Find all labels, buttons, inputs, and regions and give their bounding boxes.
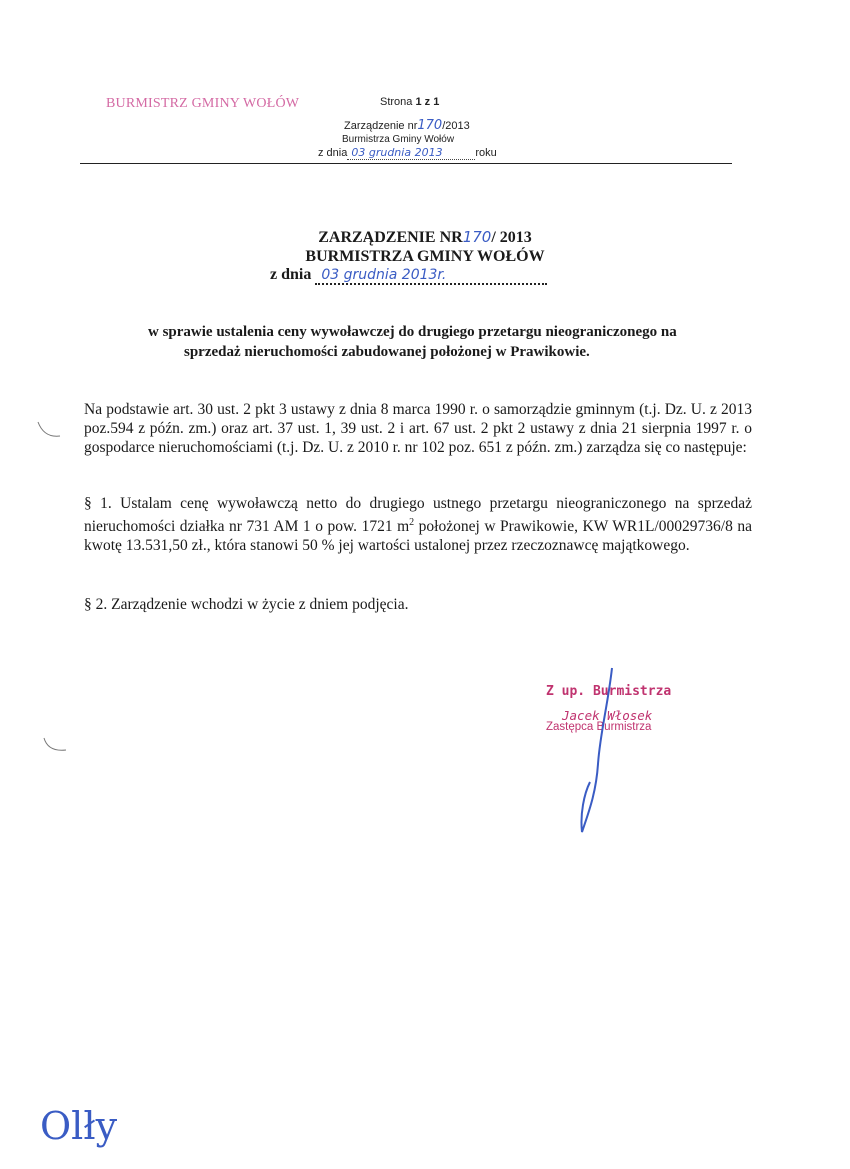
document-title-date [270,266,547,285]
subject-line-2: sprzedaż nieruchomości zabudowanej położonej w Prawikowie. [184,344,590,360]
punch-hole-mark [34,418,64,442]
signature-stamp-title: Zastępca Burmistrza [546,721,652,733]
reference-number-handwritten: 170 [417,118,443,133]
title-prefix: ZARZĄDZENIE NR [318,229,463,246]
reference-prefix: Zarządzenie nr [344,120,418,132]
document-title-issuer: BURMISTRZA GMINY WOŁÓW [305,248,545,265]
document-title-number [0,228,850,247]
reference-suffix: /2013 [442,120,470,132]
legal-basis-paragraph: Na podstawie art. 30 ust. 2 pkt 3 ustawy z dnia 8 marca 1990 r. o samorządzie gminnym (t.j. Dz. U. z 2013 poz.594 z późn. zm.) oraz art. 37 ust. 1, 39 ust. 2 i art. 67 ust. 2 pkt 2 ustawy z dnia 21 sierpnia 1997 r. o gospodarce nieruchomościami (t.j. Dz. U. z 2010 r. nr 102 poz. 651 z późn. zm.) zarządza się co następuje: [84,401,752,456]
handwritten-initials: Olły [40,1104,118,1148]
title-date-prefix: z dnia [270,266,312,283]
subject-line-1: w sprawie ustalenia ceny wywoławczej do drugiego przetargu nieograniczonego na [148,324,677,340]
signature-stamp-line-1: Z up. Burmistrza [546,684,672,699]
header-reference [344,118,470,133]
title-number-handwritten: 170 [462,228,492,246]
page-indicator [380,96,439,108]
area-unit-superscript: 2 [409,517,415,528]
header-date [318,146,497,160]
header-divider [80,163,732,164]
page-label: Strona [380,96,413,108]
issuer-stamp: BURMISTRZ GMINY WOŁÓW [106,96,300,111]
page-number: 1 z 1 [415,96,440,108]
header-date-handwritten: 03 grudnia 2013 [347,146,475,160]
paragraph-1-part-b: położonej w Prawikowie, KW WR1L/00029736/8 na kwotę 13.531,50 zł., która stanowi 50 % jej wartości ustalonej przez rzeczoznawcę majątkowego. [84,518,752,555]
header-date-prefix: z dnia [318,147,348,159]
header-issuer: Burmistrza Gminy Wołów [342,134,455,145]
paragraph-1-part-a: § 1. Ustalam cenę wywoławczą netto do drugiego ustnego przetargu nieograniczonego na sprzedaż nieruchomości działka nr 731 AM 1 o pow. 1721 m [84,495,752,536]
handwritten-signature [570,664,630,844]
punch-hole-mark [40,736,70,756]
title-suffix: / 2013 [491,229,532,246]
paragraph-1 [84,494,752,555]
paragraph-2: § 2. Zarządzenie wchodzi w życie z dniem podjęcia. [84,596,409,613]
signature-stamp-name: Jacek Włosek [562,708,653,723]
header-date-suffix: roku [475,147,497,159]
title-date-handwritten: 03 grudnia 2013r. [315,267,547,285]
